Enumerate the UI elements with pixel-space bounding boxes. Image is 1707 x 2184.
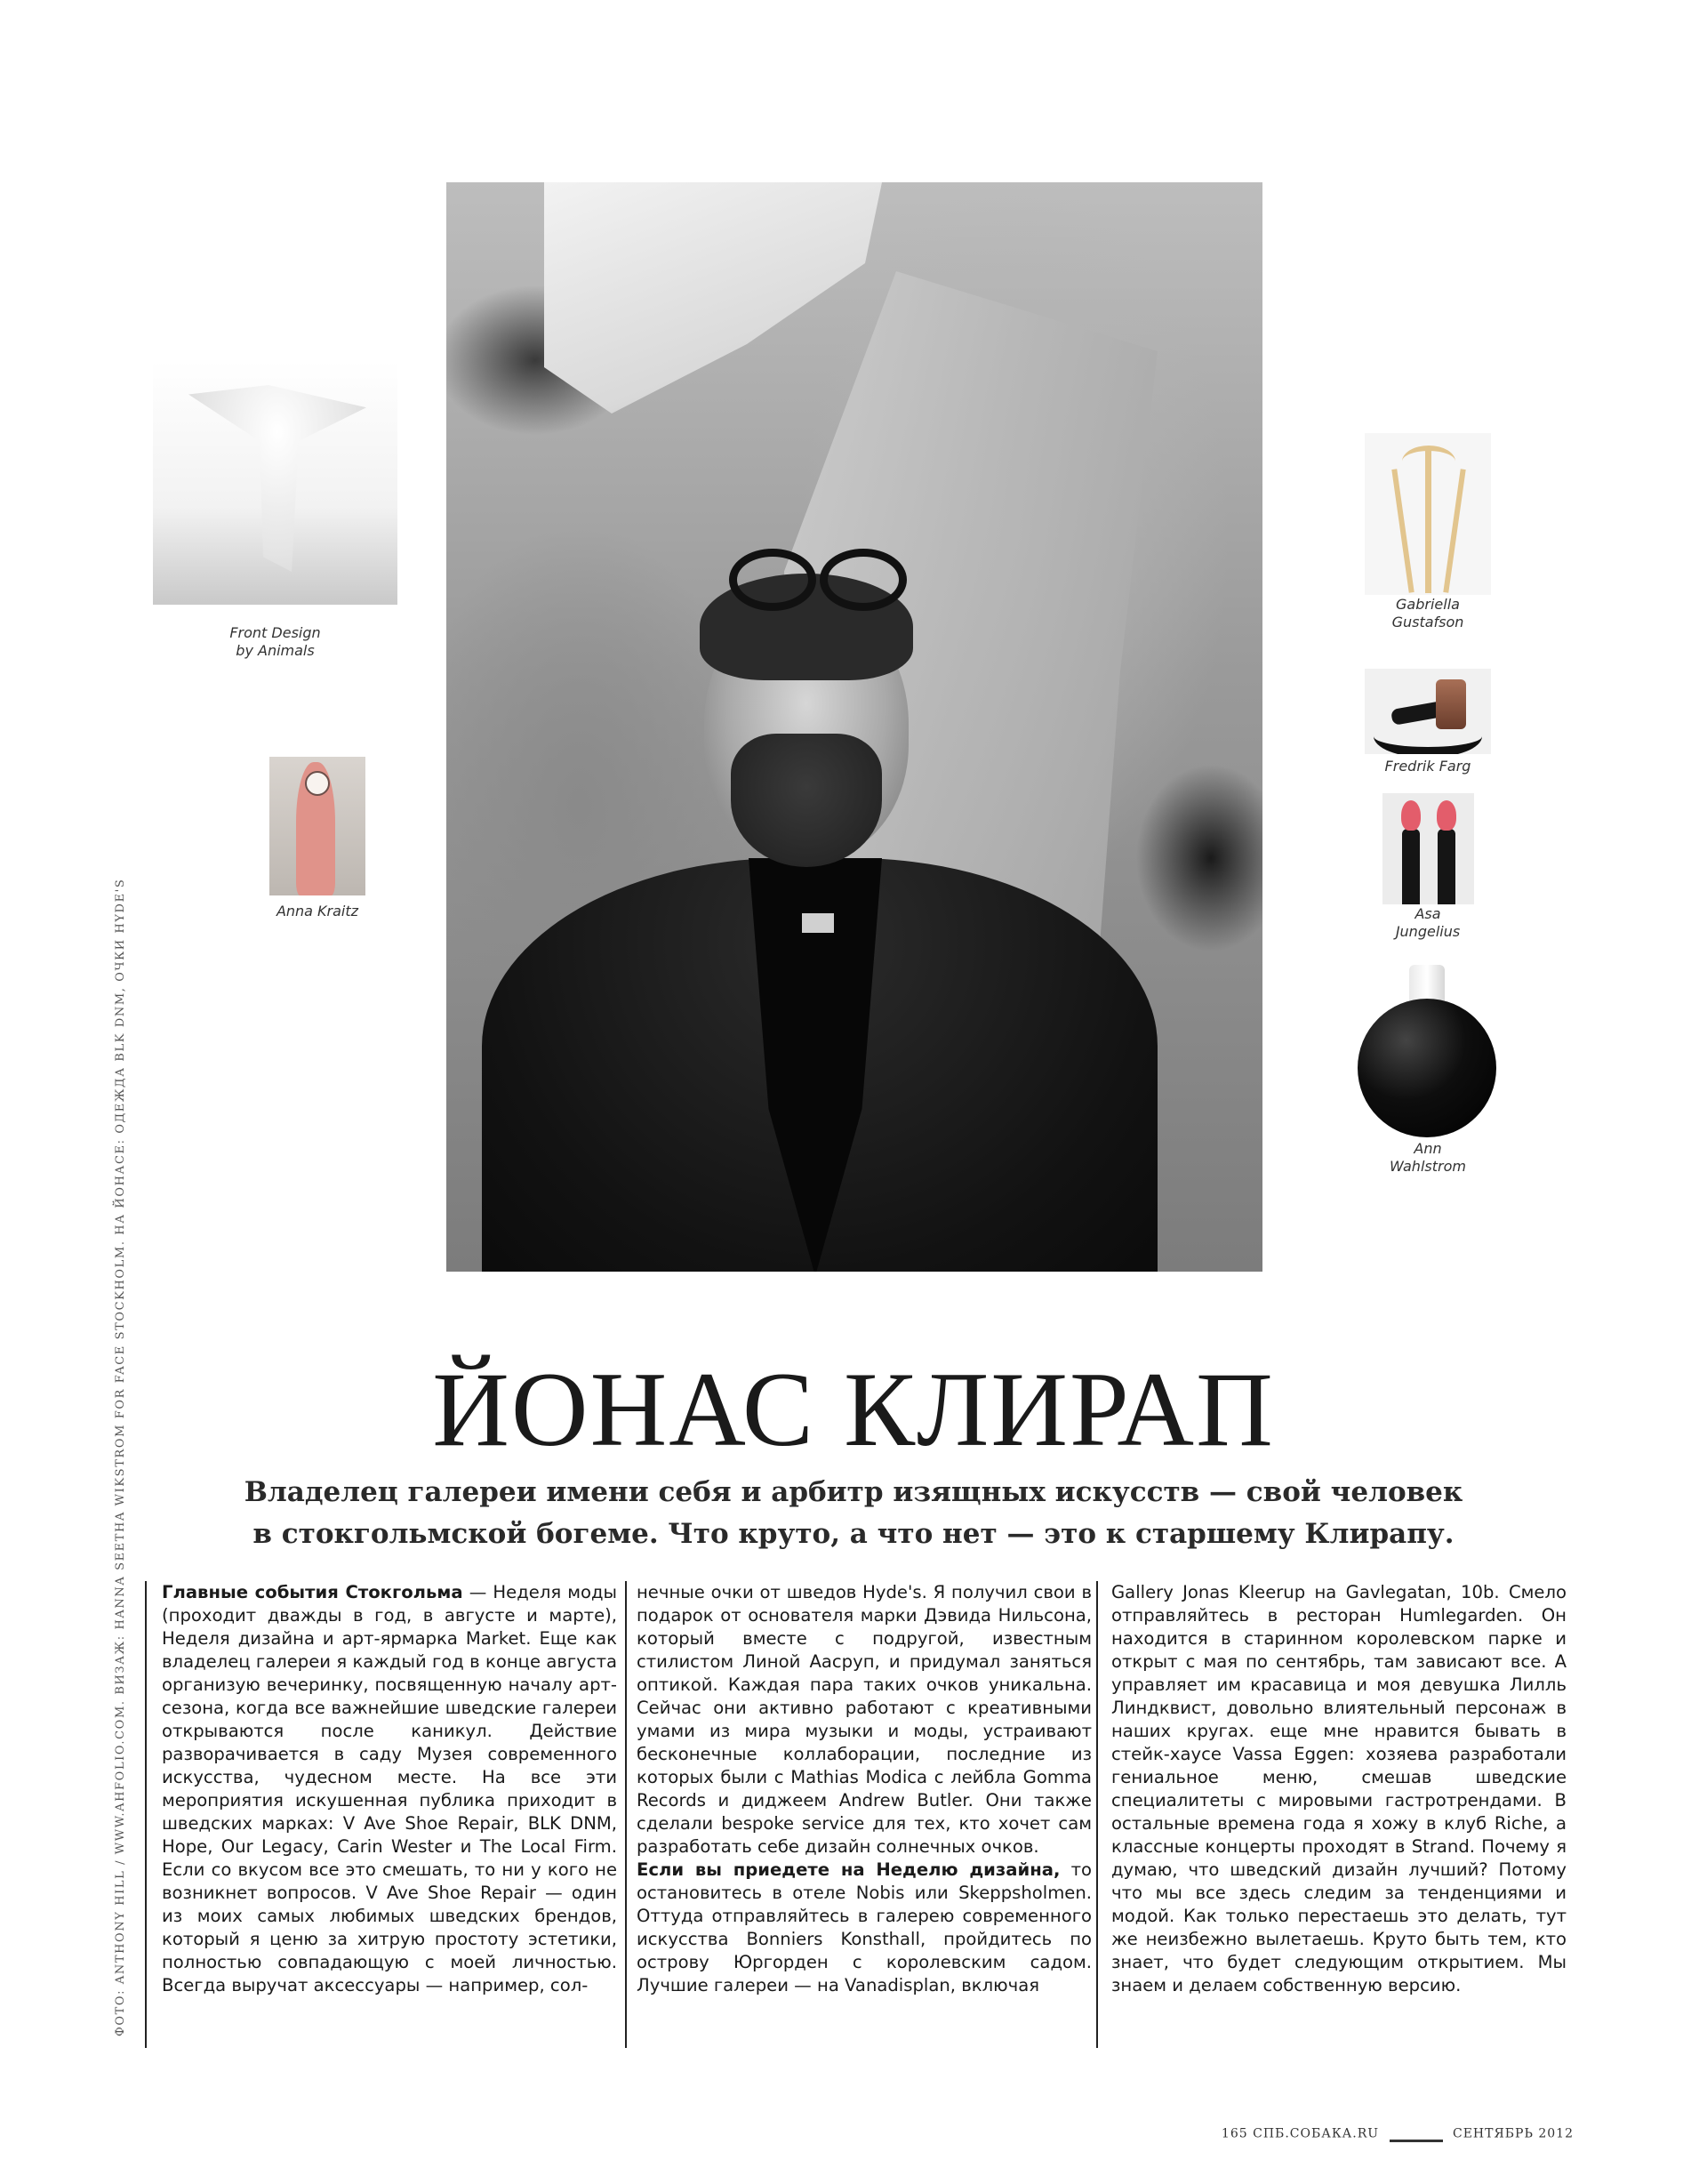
article-column-3 [1111, 1581, 1567, 2043]
gabriella-gustafson-coat-stand-image [1365, 433, 1491, 595]
column-rule-left [145, 1581, 147, 2048]
col1-text: — Неделя моды (проходит дважды в год, в августе и марте), Неделя дизайна и арт-ярмарка Market. Еще как владелец галереи я каждый год в конце августа организую вечеринку, посвященную началу арт-сезона, когда все важнейшие шведские галереи открываются после каникул. Действие разворачивается в саду Музея современного искусства, чудесном месте. На все эти мероприятия искушенная публика приходит в шведских марках: V Ave Shoe Repair, BLK DNM, Hope, Our Legacy, Carin Wester и The Local Firm. Если со вкусом все это смешать, то ни у кого не возникнет вопросов. V Ave Shoe Repair — один из моих самых любимых шведских брендов, который я ценю за хитрую простоту эстетики, полностью совпадающую с моей личностью. Всегда выручат аксессуары — например, сол- [162, 1582, 617, 1995]
col3-text: Gallery Jonas Kleerup на Gavlegatan, 10b. Смело отправляйтесь в ресторан Humlegarden. Он находится в старинном королевском парке и открыт с мая по сентябрь, там зависают все. А управляет им красавица и моя девушка Лилль Линдквист, довольно влиятельный персонаж в наших кругах. еще мне нравится бывать в стейк-хаусе Vassa Eggen: хозяева разработали гениальное меню, смешав шведские специалитеты с мировыми гастротрендами. В остальные времена года я хожу в клуб Riche, а классные концерты проходят в Strand. Почему я думаю, что шведский дизайн лучший? Потому что мы все здесь следим за тенденциями и модой. Как только перестаешь это делать, тут же неизбежно вылетаешь. Круто быть тем, кто знает, что будет следующим открытием. Мы знаем и делаем собственную версию. [1111, 1582, 1567, 1995]
column-rule-1 [625, 1581, 627, 2048]
col1-lead: Главные события Стокгольма [162, 1582, 463, 1602]
photo-pendant [802, 913, 834, 933]
photo-sky [544, 182, 882, 414]
caption-anna-kraitz: Anna Kraitz [276, 903, 359, 919]
front-design-vase-image [153, 360, 397, 605]
caption-front-design: Front Design by Animals [229, 624, 321, 659]
photo-glasses-right [820, 549, 907, 611]
subhead-line-2: в стокгольмской богеме. Что круто, а что нет — это к старшему Клирапу. [252, 1518, 1455, 1550]
col2-text1: нечные очки от шведов Hyde's. Я получил свои в подарок от основателя марки Дэвида Нильсона, который вместе с подругой, известным стилистом Линой Аасруп, и придумал заняться оптикой. Каждая пара таких очков уникальна. Сейчас они активно работают с креативными умами из мира музыки и моды, устраивают бесконечные коллаборации, последние из которых были с Mathias Modica с лейбла Gomma Records и диджеем Andrew Butler. Они также сделали bespoke service для тех, кто хочет сам разработать себе дизайн солнечных очков. [637, 1582, 1092, 1857]
article-column-1 [162, 1581, 617, 2043]
col2-lead: Если вы приедете на Неделю дизайна, [637, 1859, 1061, 1880]
photo-credit: ФОТО: ANTHONY HILL / WWW.AHFOLIO.COM. ВИЗАЖ: HANNA SEETHA WIKSTROM FOR FACE STOCKHOLM. НА ЙОНАСЕ: ОДЕЖДА BLK DNM, ОЧКИ HYDE'S [114, 878, 127, 2036]
fredrik-farg-rocking-chair-image [1365, 669, 1491, 754]
portrait-photo [446, 182, 1262, 1272]
dog-logo-icon [1390, 2125, 1443, 2142]
article-headline: ЙОНАС КЛИРАП [432, 1350, 1275, 1468]
page-number: 165 [1221, 2126, 1248, 2141]
site-name: СПБ.СОБАКА.RU [1253, 2126, 1380, 2141]
anna-kraitz-clock-image [269, 757, 365, 895]
asa-jungelius-candlesticks-image [1382, 793, 1474, 904]
issue-date: СЕНТЯБРЬ 2012 [1452, 2126, 1574, 2141]
column-rule-2 [1096, 1581, 1098, 2048]
caption-asa-jungelius: Asa Jungelius [1395, 905, 1461, 940]
subhead-line-1: Владелец галереи имени себя и арбитр изящных искусств — свой человек [244, 1476, 1463, 1508]
caption-fredrik-farg: Fredrik Farg [1384, 758, 1471, 775]
ann-wahlstrom-vase-image [1354, 965, 1501, 1143]
photo-beard [731, 734, 882, 867]
article-column-2 [637, 1581, 1092, 2043]
photo-glasses-left [729, 549, 816, 611]
article-subheadline [178, 1472, 1529, 1555]
caption-ann-wahlstrom: Ann Wahlstrom [1390, 1140, 1466, 1175]
page-footer [1022, 2125, 1574, 2142]
caption-gabriella-gustafson: Gabriella Gustafson [1391, 596, 1464, 630]
col2-text2: то остановитесь в отеле Nobis или Skeppsholmen. Оттуда отправляйтесь в галерею современного искусства Bonniers Konsthall, пройдитесь по острову Юргорден с королевским садом. Лучшие галереи — на Vanadisplan, включая [637, 1859, 1092, 1995]
